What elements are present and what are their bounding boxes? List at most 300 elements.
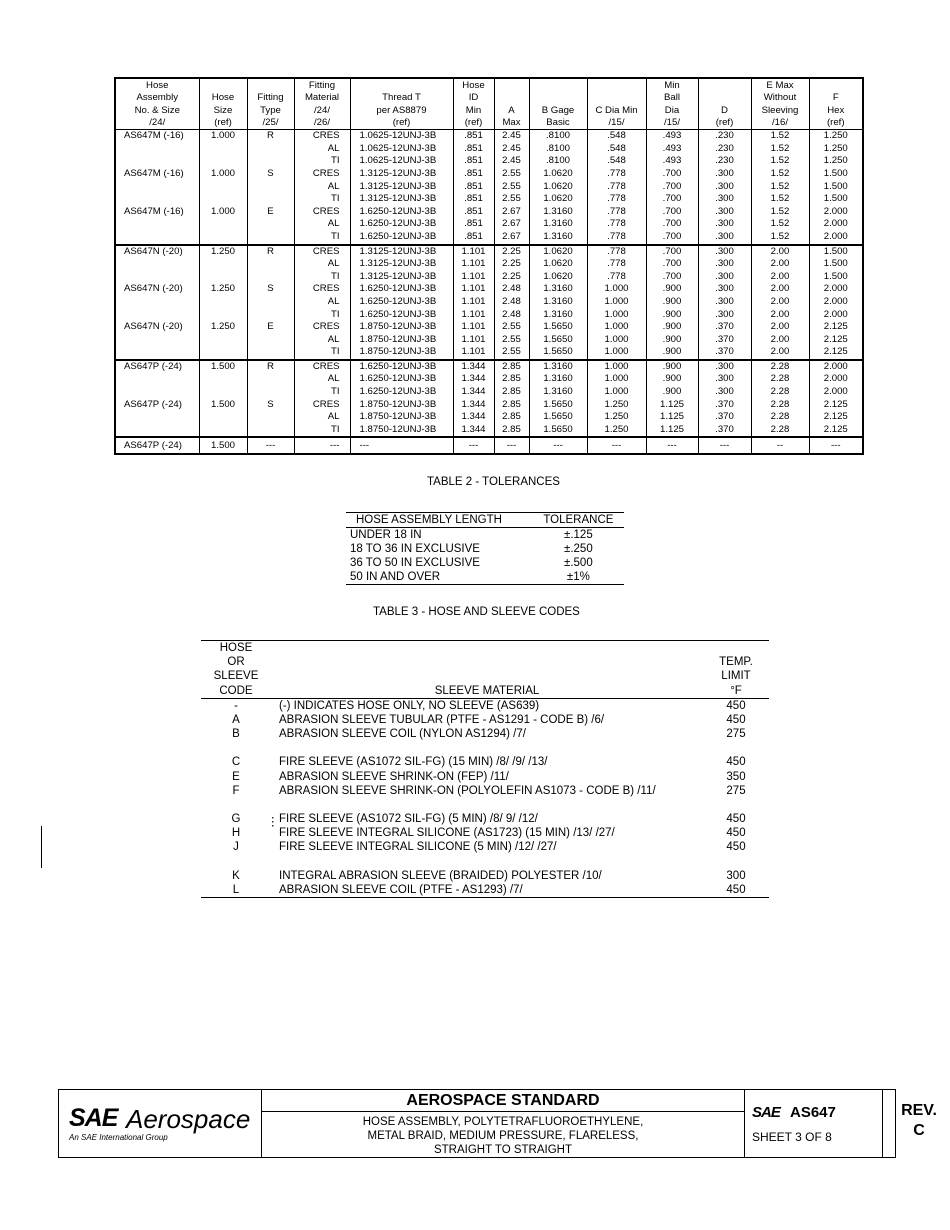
sleeve-code: B — [232, 728, 240, 741]
temp-limit: 450 — [726, 813, 746, 826]
table-cell: 2.000 — [809, 283, 863, 296]
table-cell: AL — [294, 181, 350, 194]
table-cell: R — [247, 360, 294, 374]
tolerances-header-tolerance: TOLERANCE — [533, 513, 624, 528]
length-range: 18 TO 36 IN EXCLUSIVE — [350, 543, 480, 555]
table-cell — [247, 373, 294, 386]
table-cell — [115, 231, 199, 245]
table-row — [115, 424, 863, 438]
table-row — [115, 437, 863, 454]
table-cell: 1.0625-12UNJ-3B — [350, 155, 453, 168]
table-cell: 2.000 — [809, 218, 863, 231]
table-cell: 1.3160 — [529, 283, 587, 296]
tolerance-value: ±1% — [533, 570, 624, 585]
table-row — [201, 798, 769, 812]
tolerances-table — [346, 512, 624, 585]
table-cell: .900 — [646, 386, 698, 399]
dimensions-header: C Dia Min /15/ — [587, 78, 646, 130]
table-cell: .700 — [646, 181, 698, 194]
table-cell: S — [247, 399, 294, 412]
table-row — [115, 245, 863, 259]
table-row — [115, 181, 863, 194]
table-cell: 1.101 — [453, 346, 494, 360]
table-cell — [247, 411, 294, 424]
temp-limit: 300 — [726, 869, 746, 882]
table-row — [346, 556, 624, 570]
table-row — [115, 130, 863, 143]
sleeve-material: FIRE SLEEVE (AS1072 SIL-FG) (15 MIN) /8/ /9/ /13/ — [279, 756, 548, 769]
table-cell: 1.000 — [587, 373, 646, 386]
table-cell: .900 — [646, 283, 698, 296]
table-cell: 2.85 — [494, 399, 529, 412]
table-row — [201, 770, 769, 784]
table-cell: --- — [809, 437, 863, 454]
table-cell: 1.52 — [751, 143, 809, 156]
table-cell: 1.3160 — [529, 373, 587, 386]
table-cell: 1.6250-12UNJ-3B — [350, 206, 453, 219]
table-cell: 1.3125-12UNJ-3B — [350, 181, 453, 194]
table-cell: AS647P (-24) — [115, 437, 199, 454]
table-cell: AL — [294, 143, 350, 156]
table-cell: 1.0625-12UNJ-3B — [350, 143, 453, 156]
table-cell — [115, 218, 199, 231]
table-cell: E — [247, 206, 294, 219]
table-cell: 2.67 — [494, 206, 529, 219]
table-cell: 1.125 — [646, 424, 698, 438]
table-cell: 1.3125-12UNJ-3B — [350, 168, 453, 181]
table-cell — [247, 143, 294, 156]
table-cell: 2.55 — [494, 193, 529, 206]
table-cell: .300 — [698, 386, 751, 399]
title-cell — [262, 1090, 745, 1157]
sleeve-code: - — [234, 699, 238, 712]
table-cell: 1.3125-12UNJ-3B — [350, 271, 453, 284]
table-cell: 1.8750-12UNJ-3B — [350, 424, 453, 438]
table-cell: 2.28 — [751, 373, 809, 386]
table-cell: .300 — [698, 271, 751, 284]
table-cell: 1.250 — [809, 155, 863, 168]
table-cell: .851 — [453, 130, 494, 143]
table-cell: 2.000 — [809, 360, 863, 374]
table-cell: 2.000 — [809, 206, 863, 219]
sleeve-code: G — [231, 813, 241, 826]
table-cell: .548 — [587, 155, 646, 168]
revision-value: C — [913, 1122, 925, 1139]
table-cell: .851 — [453, 231, 494, 245]
sleeve-material: ABRASION SLEEVE TUBULAR (PTFE - AS1291 - CODE B) /6/ — [279, 714, 605, 727]
table-cell: .851 — [453, 193, 494, 206]
dimensions-header: Fitting Material /24/ /26/ — [294, 78, 350, 130]
table-cell: 1.101 — [453, 258, 494, 271]
table-cell — [199, 346, 247, 360]
doc-sae-logo: SAE — [752, 1104, 780, 1121]
table-cell: .900 — [646, 321, 698, 334]
table-row — [115, 218, 863, 231]
sleeve-header-material: SLEEVE MATERIAL — [271, 641, 703, 699]
table-row — [201, 855, 769, 869]
table-cell: --- — [529, 437, 587, 454]
table-cell: 1.52 — [751, 168, 809, 181]
table-cell — [199, 386, 247, 399]
table-cell — [247, 386, 294, 399]
table-cell: 1.0620 — [529, 258, 587, 271]
table-cell: 1.500 — [809, 193, 863, 206]
sleeve-material: FIRE SLEEVE INTEGRAL SILICONE (AS1723) (15 MIN) /13/ /27/ — [279, 827, 615, 840]
dimensions-header: Thread T per AS8879 (ref) — [350, 78, 453, 130]
table-cell: 2.85 — [494, 411, 529, 424]
table-cell: 1.52 — [751, 231, 809, 245]
table-cell: .8100 — [529, 143, 587, 156]
table-cell: .300 — [698, 193, 751, 206]
table-cell — [115, 181, 199, 194]
table-cell: 1.5650 — [529, 399, 587, 412]
standard-title: AEROSPACE STANDARD — [262, 1092, 744, 1112]
desc-line-1: HOSE ASSEMBLY, POLYTETRAFLUOROETHYLENE, — [362, 1116, 644, 1128]
table-cell: .778 — [587, 271, 646, 284]
table-cell: .300 — [698, 296, 751, 309]
table-cell: .370 — [698, 321, 751, 334]
table-cell — [115, 411, 199, 424]
table-cell: CRES — [294, 360, 350, 374]
table-cell — [199, 193, 247, 206]
sleeve-code: A — [232, 714, 240, 727]
table-cell: .900 — [646, 373, 698, 386]
table-cell: 2.55 — [494, 321, 529, 334]
logo-aerospace-text: Aerospace — [126, 1104, 251, 1134]
table-cell: --- — [698, 437, 751, 454]
table-cell: 1.250 — [199, 283, 247, 296]
sleeve-header-temp: TEMP. LIMIT °F — [703, 641, 769, 699]
table-cell: 1.0620 — [529, 271, 587, 284]
table-cell — [115, 193, 199, 206]
table-cell: 1.5650 — [529, 346, 587, 360]
table-cell: .300 — [698, 218, 751, 231]
table-cell — [247, 334, 294, 347]
table-cell: AS647M (-16) — [115, 130, 199, 143]
table-row — [115, 206, 863, 219]
table-cell: --- — [350, 437, 453, 454]
sleeve-material: (-) INDICATES HOSE ONLY, NO SLEEVE (AS639) — [279, 699, 540, 712]
table-row — [201, 698, 769, 713]
table-cell: 1.52 — [751, 206, 809, 219]
table-cell: 1.250 — [809, 143, 863, 156]
table2-title: TABLE 2 - TOLERANCES — [427, 476, 560, 488]
table-cell — [199, 143, 247, 156]
table-cell: 1.5650 — [529, 424, 587, 438]
table-cell: .230 — [698, 143, 751, 156]
desc-line-2: METAL BRAID, MEDIUM PRESSURE, FLARELESS, — [367, 1130, 639, 1142]
table-cell: .300 — [698, 231, 751, 245]
table-row — [115, 334, 863, 347]
table-row — [115, 143, 863, 156]
sleeve-material: ABRASION SLEEVE COIL (PTFE - AS1293) /7/ — [271, 883, 703, 898]
table-cell: 1.101 — [453, 271, 494, 284]
table-cell: 1.250 — [587, 411, 646, 424]
table-cell: 2.00 — [751, 245, 809, 259]
table-cell: 2.55 — [494, 181, 529, 194]
table-cell: .370 — [698, 424, 751, 438]
temp-limit: 450 — [726, 756, 746, 769]
table-row — [115, 321, 863, 334]
table-cell: 1.000 — [587, 321, 646, 334]
table-cell: 1.0620 — [529, 245, 587, 259]
table-cell: TI — [294, 346, 350, 360]
table-cell: AS647P (-24) — [115, 360, 199, 374]
table-cell: 2.000 — [809, 373, 863, 386]
table-cell: 1.000 — [587, 309, 646, 322]
table-row — [115, 309, 863, 322]
table-cell — [247, 424, 294, 438]
table-cell: 1.500 — [809, 245, 863, 259]
table-cell: AS647M (-16) — [115, 206, 199, 219]
table-cell: TI — [294, 231, 350, 245]
sleeve-code: E — [232, 770, 240, 783]
length-range: 50 IN AND OVER — [346, 570, 533, 585]
table-row — [115, 373, 863, 386]
revision-label: REV. — [901, 1102, 937, 1119]
table-cell: 1.52 — [751, 218, 809, 231]
table-cell — [199, 411, 247, 424]
table-cell — [247, 181, 294, 194]
table-row — [346, 570, 624, 585]
spacer — [703, 855, 769, 869]
table-cell: .851 — [453, 168, 494, 181]
table-cell: 2.28 — [751, 360, 809, 374]
dimensions-header: Min Ball Dia /15/ — [646, 78, 698, 130]
table-cell: 1.125 — [646, 399, 698, 412]
table-cell: 1.3160 — [529, 218, 587, 231]
table-cell: 1.5650 — [529, 411, 587, 424]
table-row — [115, 411, 863, 424]
table-cell: 1.3125-12UNJ-3B — [350, 193, 453, 206]
table-row — [115, 231, 863, 245]
table-cell — [115, 373, 199, 386]
tolerance-value: ±.125 — [564, 529, 593, 541]
table-cell — [247, 218, 294, 231]
table-cell: .778 — [587, 181, 646, 194]
table-cell: CRES — [294, 321, 350, 334]
table-cell: .548 — [587, 130, 646, 143]
table-cell: .370 — [698, 411, 751, 424]
table-cell: 1.0620 — [529, 181, 587, 194]
table-cell: 1.6250-12UNJ-3B — [350, 218, 453, 231]
table-cell: AS647N (-20) — [115, 245, 199, 259]
table-cell: .300 — [698, 181, 751, 194]
table-cell: 1.6250-12UNJ-3B — [350, 283, 453, 296]
dimensions-header: Hose Assembly No. & Size /24/ — [115, 78, 199, 130]
table-cell: 1.500 — [199, 437, 247, 454]
table-cell: CRES — [294, 168, 350, 181]
table-cell — [115, 143, 199, 156]
table-cell: 2.85 — [494, 373, 529, 386]
table-cell: 1.125 — [646, 411, 698, 424]
table-cell — [115, 155, 199, 168]
table-row — [201, 755, 769, 769]
temp-limit: 350 — [726, 770, 746, 783]
length-range: 36 TO 50 IN EXCLUSIVE — [350, 557, 480, 569]
table-row — [201, 784, 769, 798]
table-cell: 1.6250-12UNJ-3B — [350, 360, 453, 374]
table-cell: AL — [294, 258, 350, 271]
table-cell: 1.000 — [587, 386, 646, 399]
dimensions-header: Hose ID Min (ref) — [453, 78, 494, 130]
table-cell — [199, 258, 247, 271]
table-cell: .851 — [453, 155, 494, 168]
table-cell: 2.00 — [751, 334, 809, 347]
tolerances-header-length: HOSE ASSEMBLY LENGTH — [346, 513, 533, 528]
table-cell: 1.8750-12UNJ-3B — [350, 399, 453, 412]
table-cell: .700 — [646, 258, 698, 271]
table-cell: -- — [751, 437, 809, 454]
table-cell: AS647N (-20) — [115, 321, 199, 334]
table-cell: .493 — [646, 130, 698, 143]
table-cell — [247, 296, 294, 309]
table-cell: AL — [294, 373, 350, 386]
table-cell — [199, 296, 247, 309]
table-cell: 2.55 — [494, 334, 529, 347]
table-cell: 1.250 — [587, 424, 646, 438]
table-row — [201, 741, 769, 755]
table-cell: 1.5650 — [529, 321, 587, 334]
table-cell: 2.28 — [751, 411, 809, 424]
table-cell: .700 — [646, 193, 698, 206]
change-mark: ⋮ — [267, 816, 279, 828]
table-cell: AL — [294, 411, 350, 424]
table-cell: .300 — [698, 283, 751, 296]
table-cell: 2.000 — [809, 231, 863, 245]
table-cell: .778 — [587, 231, 646, 245]
table-row — [115, 296, 863, 309]
temp-limit: 450 — [726, 714, 746, 727]
table-cell: S — [247, 168, 294, 181]
table-cell: 1.3125-12UNJ-3B — [350, 258, 453, 271]
sleeve-material: INTEGRAL ABRASION SLEEVE (BRAIDED) POLYESTER /10/ — [279, 869, 602, 882]
sleeve-code: F — [232, 784, 240, 797]
table-cell: AL — [294, 218, 350, 231]
spacer — [201, 855, 271, 869]
sae-aerospace-logo — [59, 1090, 262, 1157]
tolerance-value: ±.500 — [564, 557, 593, 569]
table-row — [346, 528, 624, 543]
tolerance-value: ±.250 — [564, 543, 593, 555]
table-cell — [247, 271, 294, 284]
table-cell — [115, 258, 199, 271]
table-cell: --- — [294, 437, 350, 454]
spacer — [703, 741, 769, 755]
table-cell: 1.6250-12UNJ-3B — [350, 296, 453, 309]
table-cell: .300 — [698, 206, 751, 219]
table-cell: 1.3160 — [529, 231, 587, 245]
table-row — [115, 386, 863, 399]
table-cell: .493 — [646, 155, 698, 168]
table-cell: R — [247, 130, 294, 143]
table-cell: TI — [294, 424, 350, 438]
table-cell: 2.25 — [494, 258, 529, 271]
logo-subtitle: An SAE International Group — [69, 1133, 168, 1142]
sleeve-code: C — [231, 756, 241, 769]
table-cell: .300 — [698, 360, 751, 374]
table-cell: 2.85 — [494, 360, 529, 374]
table-cell: .778 — [587, 245, 646, 259]
table-cell: 1.3125-12UNJ-3B — [350, 245, 453, 259]
table-cell: 1.6250-12UNJ-3B — [350, 386, 453, 399]
table-cell: .300 — [698, 258, 751, 271]
desc-line-3: STRAIGHT TO STRAIGHT — [433, 1144, 573, 1156]
table-cell: 2.125 — [809, 346, 863, 360]
table-cell: 2.000 — [809, 309, 863, 322]
temp-limit: 450 — [703, 883, 769, 898]
table-row — [115, 283, 863, 296]
table-cell: 1.3160 — [529, 206, 587, 219]
table-cell: 2.00 — [751, 271, 809, 284]
dimensions-header: D (ref) — [698, 78, 751, 130]
table-cell: 1.101 — [453, 334, 494, 347]
table-cell: 2.25 — [494, 245, 529, 259]
table-row — [201, 869, 769, 883]
table-cell: 1.344 — [453, 399, 494, 412]
table-cell: R — [247, 245, 294, 259]
table-cell: 1.101 — [453, 321, 494, 334]
table-cell: S — [247, 283, 294, 296]
table-cell: .300 — [698, 168, 751, 181]
table-cell: .230 — [698, 130, 751, 143]
table-cell: .370 — [698, 399, 751, 412]
table-cell: --- — [646, 437, 698, 454]
table-cell: 1.500 — [809, 258, 863, 271]
dimensions-header: Hose Size (ref) — [199, 78, 247, 130]
table-cell: .900 — [646, 309, 698, 322]
table-cell: 2.125 — [809, 424, 863, 438]
table-cell: 1.000 — [587, 334, 646, 347]
table-cell: 1.3160 — [529, 309, 587, 322]
table-cell: .778 — [587, 168, 646, 181]
table-cell — [115, 309, 199, 322]
table-cell: 1.000 — [587, 346, 646, 360]
table-cell: 2.125 — [809, 321, 863, 334]
table-cell — [115, 386, 199, 399]
table-cell: CRES — [294, 245, 350, 259]
table-row — [201, 826, 769, 840]
dimensions-header: A Max — [494, 78, 529, 130]
table-cell: 2.28 — [751, 386, 809, 399]
table-cell: 2.48 — [494, 283, 529, 296]
table-row — [115, 155, 863, 168]
table-row — [115, 193, 863, 206]
table-cell: 2.45 — [494, 155, 529, 168]
table-cell: 1.500 — [199, 399, 247, 412]
table-cell — [247, 193, 294, 206]
dimensions-header: Fitting Type /25/ — [247, 78, 294, 130]
table-cell: .900 — [646, 360, 698, 374]
table-cell: 2.55 — [494, 346, 529, 360]
table-cell: 1.250 — [199, 321, 247, 334]
table-cell: 2.00 — [751, 309, 809, 322]
table-cell: .700 — [646, 231, 698, 245]
dimensions-header: E Max Without Sleeving /16/ — [751, 78, 809, 130]
spacer — [201, 741, 271, 755]
table-cell — [115, 271, 199, 284]
temp-limit: 275 — [726, 728, 746, 741]
table-cell: AL — [294, 296, 350, 309]
table-cell: .300 — [698, 245, 751, 259]
table-cell: TI — [294, 193, 350, 206]
table-cell: .900 — [646, 346, 698, 360]
table-cell: .900 — [646, 334, 698, 347]
table-cell: .851 — [453, 206, 494, 219]
temp-limit: 275 — [726, 784, 746, 797]
table-cell — [115, 334, 199, 347]
spacer — [703, 798, 769, 812]
